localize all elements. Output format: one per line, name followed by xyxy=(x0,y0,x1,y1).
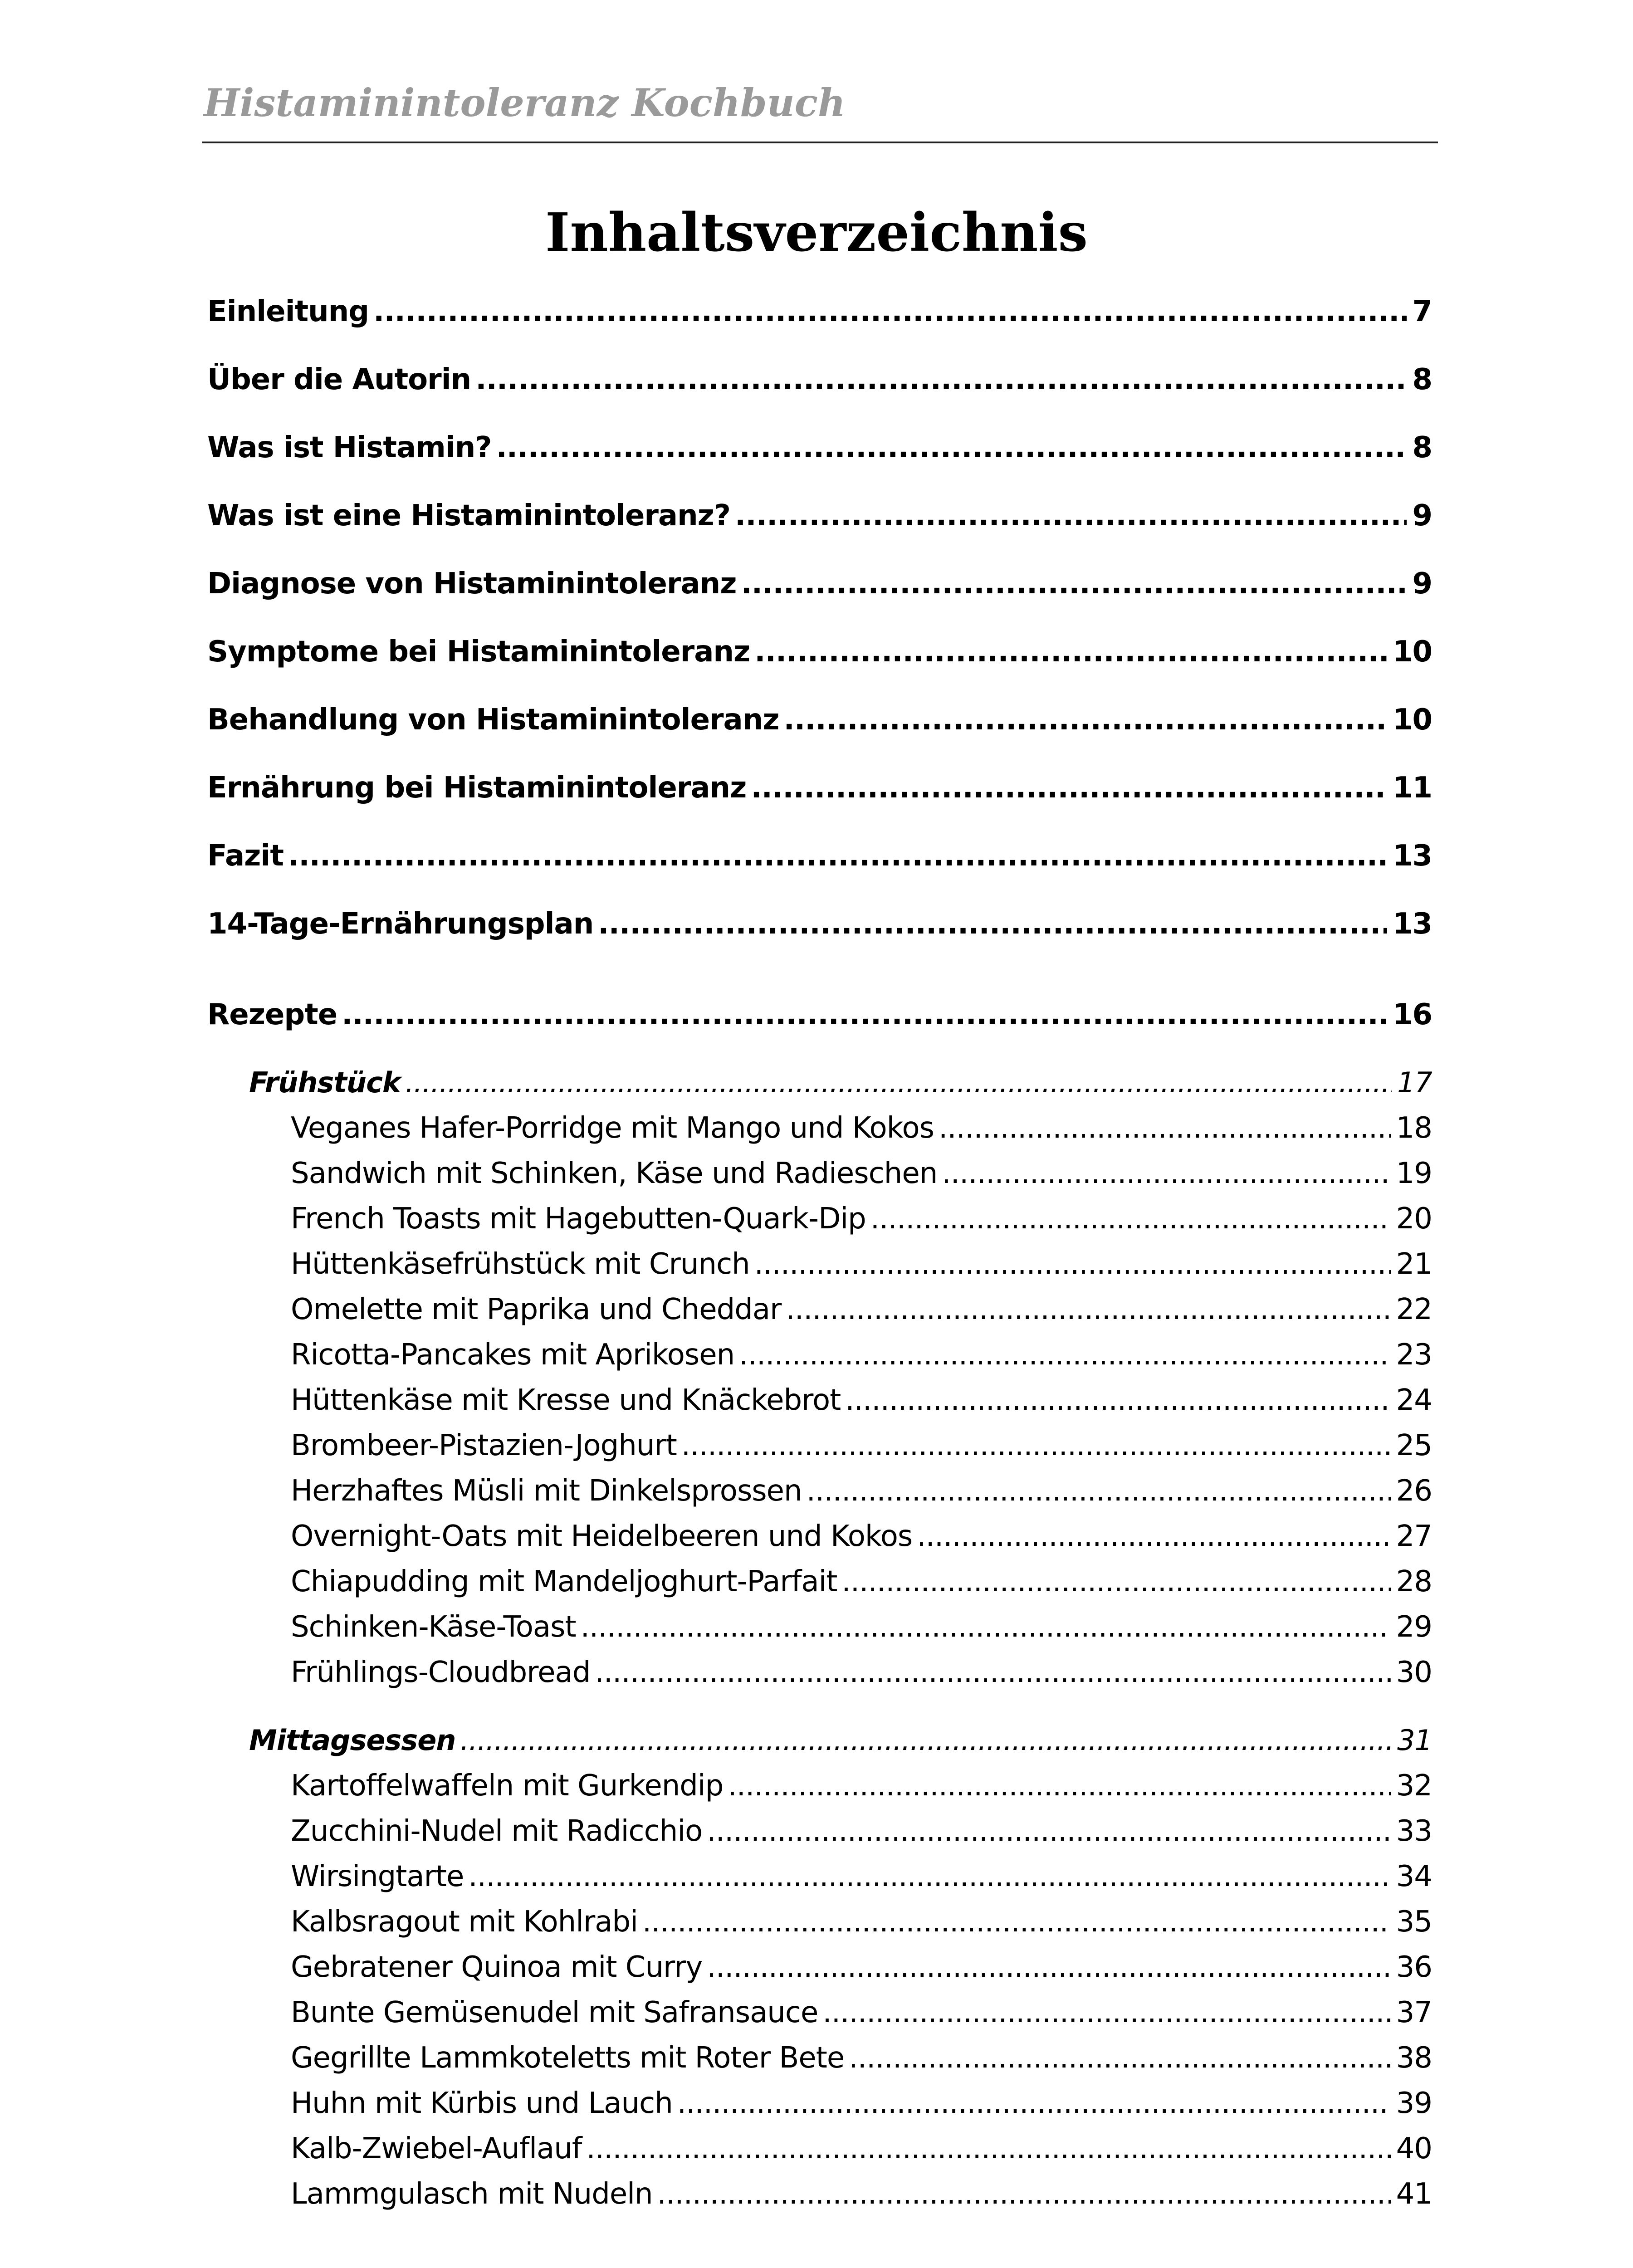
toc-recipe-title: Frühlings-Cloudbread xyxy=(291,1656,591,1689)
dot-leader xyxy=(595,1656,1390,1689)
toc-chapter-title: Symptome bei Histaminintoleranz xyxy=(207,635,750,669)
dot-leader xyxy=(373,295,1407,328)
toc-recipe-page-number: 29 xyxy=(1396,1610,1432,1644)
dot-leader xyxy=(657,2177,1391,2211)
toc-recipe-title: Huhn mit Kürbis und Lauch xyxy=(291,2087,673,2120)
dot-leader xyxy=(342,998,1387,1031)
dot-leader xyxy=(870,1202,1391,1236)
toc-recipe-page-number: 36 xyxy=(1396,1950,1432,1984)
toc-recipe-title: Ricotta-Pancakes mit Aprikosen xyxy=(291,1338,735,1372)
toc-chapter-page-number: 13 xyxy=(1392,907,1432,941)
toc-recipe[interactable] xyxy=(291,1474,1432,1508)
toc-recipe-page-number: 22 xyxy=(1396,1293,1432,1326)
toc-recipe[interactable] xyxy=(291,1429,1432,1462)
toc-chapter[interactable] xyxy=(207,907,1432,941)
dot-leader xyxy=(807,1474,1391,1508)
toc-recipe-page-number: 18 xyxy=(1396,1111,1432,1145)
toc-recipe-page-number: 34 xyxy=(1396,1860,1432,1893)
toc-recipe-title: French Toasts mit Hagebutten-Quark-Dip xyxy=(291,1202,866,1236)
toc-chapter-title: 14-Tage-Ernährungsplan xyxy=(207,907,594,941)
toc-recipe-page-number: 32 xyxy=(1396,1769,1432,1803)
toc-section[interactable] xyxy=(249,1066,1432,1099)
toc-recipe-page-number: 20 xyxy=(1396,1202,1432,1236)
dot-leader xyxy=(586,2132,1390,2165)
toc-recipe-title: Hüttenkäsefrühstück mit Crunch xyxy=(291,1247,750,1281)
toc-recipe[interactable] xyxy=(291,2087,1432,2120)
toc-recipe-title: Gegrillte Lammkoteletts mit Roter Bete xyxy=(291,2041,845,2075)
toc-recipe-title: Lammgulasch mit Nudeln xyxy=(291,2177,653,2211)
toc-recipe[interactable] xyxy=(291,1950,1432,1984)
toc-chapter-page-number: 9 xyxy=(1412,567,1432,601)
toc-recipe-title: Omelette mit Paprika und Cheddar xyxy=(291,1293,782,1326)
toc-chapter-title: Fazit xyxy=(207,839,284,873)
toc-chapter-title: Diagnose von Histaminintoleranz xyxy=(207,567,737,601)
toc-chapter-title: Ernährung bei Histaminintoleranz xyxy=(207,771,747,805)
toc-chapter[interactable] xyxy=(207,703,1432,737)
toc-chapter-recipes-title: Rezepte xyxy=(207,998,337,1031)
toc-chapter-page-number: 13 xyxy=(1392,839,1432,873)
dot-leader xyxy=(841,1565,1390,1598)
toc-section-title: Frühstück xyxy=(249,1066,401,1099)
toc-recipe[interactable] xyxy=(291,1565,1432,1598)
toc-recipe-title: Kartoffelwaffeln mit Gurkendip xyxy=(291,1769,724,1803)
toc-recipe[interactable] xyxy=(291,2132,1432,2165)
toc-recipe[interactable] xyxy=(291,1111,1432,1145)
toc-recipe-title: Zucchini-Nudel mit Radicchio xyxy=(291,1814,703,1848)
toc-recipe[interactable] xyxy=(291,1202,1432,1236)
toc-chapter-title: Über die Autorin xyxy=(207,363,471,396)
toc-recipe-title: Wirsingtarte xyxy=(291,1860,464,1893)
dot-leader xyxy=(642,1905,1391,1939)
toc-recipe[interactable] xyxy=(291,1338,1432,1372)
toc-recipe-page-number: 24 xyxy=(1396,1383,1432,1417)
toc-chapter-page-number: 8 xyxy=(1412,431,1432,464)
dot-leader xyxy=(754,635,1387,669)
toc-chapter[interactable] xyxy=(207,839,1432,873)
toc-chapter-page-number: 7 xyxy=(1412,295,1432,328)
dot-leader xyxy=(786,1293,1390,1326)
dot-leader xyxy=(707,1950,1390,1984)
dot-leader xyxy=(784,703,1387,737)
toc-recipe[interactable] xyxy=(291,1610,1432,1644)
toc-recipe-page-number: 40 xyxy=(1396,2132,1432,2165)
toc-recipe-title: Veganes Hafer-Porridge mit Mango und Kokos xyxy=(291,1111,934,1145)
toc-recipe[interactable] xyxy=(291,1860,1432,1893)
toc-recipe-title: Overnight-Oats mit Heidelbeeren und Kokos xyxy=(291,1520,913,1553)
toc-recipe[interactable] xyxy=(291,2177,1432,2211)
toc-recipe-title: Gebratener Quinoa mit Curry xyxy=(291,1950,703,1984)
toc-recipe[interactable] xyxy=(291,1996,1432,2029)
dot-leader xyxy=(754,1247,1391,1281)
toc-recipe[interactable] xyxy=(291,1769,1432,1803)
dot-leader xyxy=(917,1520,1390,1553)
toc-recipe[interactable] xyxy=(291,1520,1432,1553)
dot-leader xyxy=(475,363,1407,396)
toc-recipe-title: Sandwich mit Schinken, Käse und Radieschen xyxy=(291,1157,938,1190)
toc-recipe-title: Kalb-Zwiebel-Auflauf xyxy=(291,2132,582,2165)
toc-recipe[interactable] xyxy=(291,1814,1432,1848)
toc-section-page-number: 31 xyxy=(1397,1724,1432,1757)
dot-leader xyxy=(822,1996,1390,2029)
toc-recipe-page-number: 35 xyxy=(1396,1905,1432,1939)
toc-recipe-page-number: 39 xyxy=(1396,2087,1432,2120)
toc-recipe[interactable] xyxy=(291,1383,1432,1417)
dot-leader xyxy=(598,907,1387,941)
toc-recipe-page-number: 38 xyxy=(1396,2041,1432,2075)
dot-leader xyxy=(739,1338,1390,1372)
toc-chapter[interactable] xyxy=(207,635,1432,669)
toc-recipe[interactable] xyxy=(291,1905,1432,1939)
toc-recipe-page-number: 26 xyxy=(1396,1474,1432,1508)
toc-recipe-title: Brombeer-Pistazien-Joghurt xyxy=(291,1429,677,1462)
toc-title: Inhaltsverzeichnis xyxy=(545,202,1088,264)
toc-chapter[interactable] xyxy=(207,771,1432,805)
toc-recipe-title: Schinken-Käse-Toast xyxy=(291,1610,576,1644)
toc-recipe[interactable] xyxy=(291,1157,1432,1190)
toc-section[interactable] xyxy=(249,1724,1432,1757)
dot-leader xyxy=(942,1157,1390,1190)
toc-chapter[interactable] xyxy=(207,295,1432,328)
toc-recipe-page-number: 41 xyxy=(1396,2177,1432,2211)
toc-chapter-page-number: 11 xyxy=(1392,771,1432,805)
toc-chapter-page-number: 10 xyxy=(1392,703,1432,737)
dot-leader xyxy=(288,839,1387,873)
toc-chapter-title: Was ist Histamin? xyxy=(207,431,492,464)
toc-section-title: Mittagsessen xyxy=(249,1724,456,1757)
toc-chapter[interactable] xyxy=(207,363,1432,396)
running-header: Histaminintoleranz Kochbuch xyxy=(204,80,846,125)
dot-leader xyxy=(468,1860,1390,1893)
dot-leader xyxy=(581,1610,1391,1644)
toc-chapter-title: Einleitung xyxy=(207,295,369,328)
toc-chapter-recipes-page-number: 16 xyxy=(1392,998,1432,1031)
dot-leader xyxy=(460,1724,1392,1757)
toc-recipe[interactable] xyxy=(291,1656,1432,1689)
dot-leader xyxy=(707,1814,1390,1848)
toc-chapter-title: Behandlung von Histaminintoleranz xyxy=(207,703,779,737)
dot-leader xyxy=(681,1429,1391,1462)
dot-leader xyxy=(741,567,1407,601)
toc-section-page-number: 17 xyxy=(1397,1066,1432,1099)
toc-recipe-title: Hüttenkäse mit Kresse und Knäckebrot xyxy=(291,1383,841,1417)
toc-recipe-title: Kalbsragout mit Kohlrabi xyxy=(291,1905,638,1939)
toc-recipe[interactable] xyxy=(291,2041,1432,2075)
toc-chapter-title: Was ist eine Histaminintoleranz? xyxy=(207,499,731,533)
toc-recipe-page-number: 37 xyxy=(1396,1996,1432,2029)
dot-leader xyxy=(677,2087,1391,2120)
dot-leader xyxy=(735,499,1407,533)
dot-leader xyxy=(405,1066,1392,1099)
toc-recipe-page-number: 28 xyxy=(1396,1565,1432,1598)
toc-recipe-page-number: 25 xyxy=(1396,1429,1432,1462)
toc-recipe-title: Bunte Gemüsenudel mit Safransauce xyxy=(291,1996,818,2029)
dot-leader xyxy=(496,431,1407,464)
toc-chapter[interactable] xyxy=(207,431,1432,464)
toc-recipe-page-number: 23 xyxy=(1396,1338,1432,1372)
dot-leader xyxy=(728,1769,1390,1803)
dot-leader xyxy=(751,771,1387,805)
toc-chapter-recipes[interactable] xyxy=(207,998,1432,1031)
toc-recipe-title: Herzhaftes Müsli mit Dinkelsprossen xyxy=(291,1474,802,1508)
toc-recipe-page-number: 27 xyxy=(1396,1520,1432,1553)
toc-chapter-page-number: 10 xyxy=(1392,635,1432,669)
toc-recipe-page-number: 30 xyxy=(1396,1656,1432,1689)
toc-recipe-page-number: 19 xyxy=(1396,1157,1432,1190)
toc-recipe-title: Chiapudding mit Mandeljoghurt-Parfait xyxy=(291,1565,837,1598)
toc-chapter[interactable] xyxy=(207,567,1432,601)
dot-leader xyxy=(845,1383,1390,1417)
toc-chapter[interactable] xyxy=(207,499,1432,533)
toc-recipe[interactable] xyxy=(291,1247,1432,1281)
toc-chapter-page-number: 9 xyxy=(1412,499,1432,533)
toc-recipe[interactable] xyxy=(291,1293,1432,1326)
toc-recipe-page-number: 33 xyxy=(1396,1814,1432,1848)
dot-leader xyxy=(939,1111,1391,1145)
toc-recipe-page-number: 21 xyxy=(1396,1247,1432,1281)
toc-chapter-page-number: 8 xyxy=(1412,363,1432,396)
dot-leader xyxy=(849,2041,1390,2075)
